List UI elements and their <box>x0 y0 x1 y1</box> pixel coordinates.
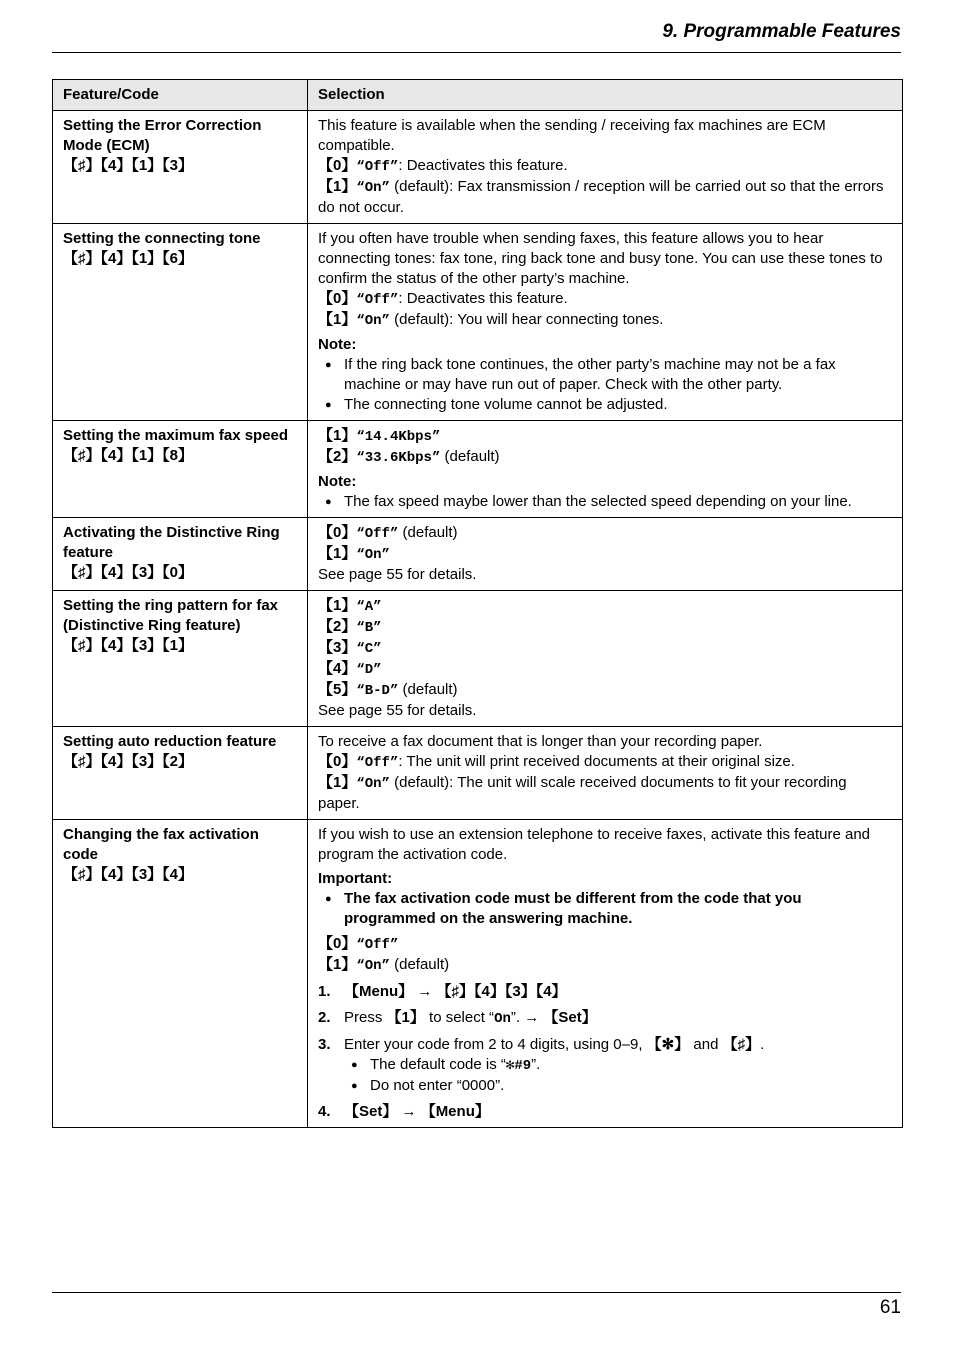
intro-text: If you often have trouble when sending faxes, this feature allows you to hear connecting tones: fax tone, ring back tone and busy tone. You can use these tones to confirm the status of the other party’s machine. <box>318 230 883 287</box>
selection-cell <box>308 518 903 591</box>
col-header-feature: Feature/Code <box>53 80 308 111</box>
option-line: 【1】“On” (default): You will hear connecting tones. <box>318 311 664 329</box>
col-header-selection: Selection <box>308 80 903 111</box>
feature-code: 【♯】【4】【1】【3】 <box>63 157 194 174</box>
intro-text: To receive a fax document that is longer than your recording paper. <box>318 733 763 750</box>
option-line: 【0】“Off”: Deactivates this feature. <box>318 157 568 175</box>
feature-cell <box>53 518 308 591</box>
step-3-sublist <box>318 1055 892 1096</box>
selection-cell <box>308 224 903 421</box>
feature-table <box>52 79 903 1128</box>
footer-divider <box>52 1292 901 1293</box>
see-page-text: See page 55 for details. <box>318 702 477 719</box>
feature-code: 【♯】【4】【3】【4】 <box>63 866 194 883</box>
selection-cell <box>308 111 903 224</box>
feature-name: Setting the maximum fax speed <box>63 427 289 444</box>
list-item: ● The connecting tone volume cannot be adjusted. <box>318 395 892 415</box>
feature-code: 【♯】【4】【3】【1】 <box>63 637 194 654</box>
steps-list <box>318 982 892 1055</box>
option-line: 【1】“On” (default): Fax transmission / reception will be carried out so that the errors do not occur. <box>318 178 884 216</box>
table-row <box>53 421 903 518</box>
arrow-icon: → <box>397 1103 421 1120</box>
list-item: ● The fax activation code must be different from the code that you programmed on the answering machine. <box>318 889 892 929</box>
intro-text: If you wish to use an extension telephone to receive faxes, activate this feature and program the activation code. <box>318 826 871 863</box>
feature-code: 【♯】【4】【3】【2】 <box>63 753 194 770</box>
selection-cell <box>308 727 903 820</box>
list-item: ● Do not enter “0000”. <box>318 1076 892 1096</box>
section-title: 9. Programmable Features <box>662 21 901 42</box>
step-1: 1. 【Menu】 → 【♯】【4】【3】【4】 <box>318 983 567 1000</box>
feature-name: Setting auto reduction feature <box>63 733 277 750</box>
selection-cell <box>308 421 903 518</box>
table-row <box>53 820 903 1128</box>
selection-cell <box>308 591 903 727</box>
important-label: Important: <box>318 870 393 887</box>
option-line: 【3】“C” <box>318 639 382 657</box>
feature-name: Changing the fax activation code <box>63 826 259 863</box>
table-header-row <box>53 80 903 111</box>
note-label: Note: <box>318 336 357 353</box>
step-4: 4. 【Set】 → 【Menu】 <box>318 1103 490 1120</box>
feature-cell <box>53 820 308 1128</box>
option-line: 【5】“B-D” (default) <box>318 681 458 699</box>
table-row <box>53 518 903 591</box>
steps-list-cont <box>318 1102 892 1122</box>
list-item: ● The default code is “✻#9”. <box>318 1055 892 1076</box>
feature-cell <box>53 111 308 224</box>
step-3: 3. Enter your code from 2 to 4 digits, using 0–9, 【✻】 and 【♯】. <box>318 1036 765 1053</box>
feature-cell <box>53 591 308 727</box>
option-line: 【1】“14.4Kbps” <box>318 427 441 445</box>
feature-code: 【♯】【4】【3】【0】 <box>63 564 194 581</box>
option-line: 【2】“B” <box>318 618 382 636</box>
step-2: 2. Press 【1】 to select “On”. → 【Set】 <box>318 1009 597 1027</box>
page-number: 61 <box>879 1297 901 1318</box>
intro-text: This feature is available when the sending / receiving fax machines are ECM compatible. <box>318 117 826 154</box>
list-item: ● If the ring back tone continues, the other party’s machine may not be a fax machine or may have run out of paper. Check with the other party. <box>318 355 892 395</box>
option-line: 【1】“On” (default): The unit will scale received documents to fit your recording paper. <box>318 774 847 812</box>
list-item: ● The fax speed maybe lower than the selected speed depending on your line. <box>318 492 892 512</box>
table-row <box>53 111 903 224</box>
feature-cell <box>53 224 308 421</box>
arrow-icon: → <box>524 1009 544 1026</box>
option-line: 【4】“D” <box>318 660 382 678</box>
feature-cell <box>53 727 308 820</box>
selection-cell <box>308 820 903 1128</box>
option-line: 【2】“33.6Kbps” (default) <box>318 448 500 466</box>
feature-code: 【♯】【4】【1】【6】 <box>63 250 194 267</box>
feature-name: Activating the Distinctive Ring feature <box>63 524 280 561</box>
option-line: 【1】“On” <box>318 545 390 563</box>
option-line: 【1】“On” (default) <box>318 956 450 974</box>
note-list <box>318 355 892 415</box>
feature-name: Setting the connecting tone <box>63 230 261 247</box>
see-page-text: See page 55 for details. <box>318 566 477 583</box>
table-row <box>53 591 903 727</box>
feature-name: Setting the ring pattern for fax (Distinctive Ring feature) <box>63 597 279 634</box>
table-row <box>53 727 903 820</box>
important-list <box>318 889 892 929</box>
note-list <box>318 492 892 512</box>
arrow-icon: → <box>413 983 437 1000</box>
option-line: 【0】“Off” <box>318 935 399 953</box>
feature-name: Setting the Error Correction Mode (ECM) <box>63 117 262 154</box>
option-line: 【1】“A” <box>318 597 382 615</box>
feature-code: 【♯】【4】【1】【8】 <box>63 447 194 464</box>
option-line: 【0】“Off” (default) <box>318 524 458 542</box>
table-row <box>53 224 903 421</box>
option-line: 【0】“Off”: Deactivates this feature. <box>318 290 568 308</box>
note-label: Note: <box>318 473 357 490</box>
feature-cell <box>53 421 308 518</box>
option-line: 【0】“Off”: The unit will print received documents at their original size. <box>318 753 795 771</box>
page-header <box>52 18 901 53</box>
